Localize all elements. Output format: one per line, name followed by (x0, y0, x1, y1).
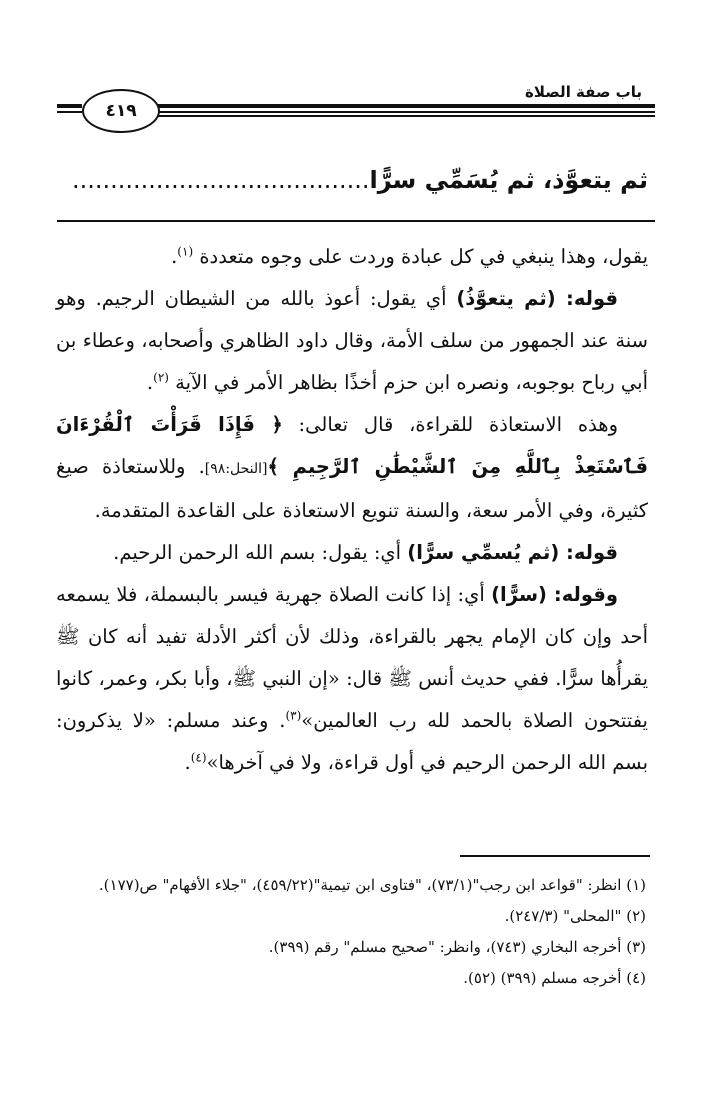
paragraph-3 (56, 404, 648, 532)
header-rule-right-thin-lower (158, 115, 655, 117)
paragraph-1 (56, 236, 648, 278)
page-number-text: ٤١٩ (105, 101, 137, 121)
paragraph-2-end: . (146, 371, 154, 394)
keyword-sirran: وقوله: (سرًّا) (491, 583, 618, 606)
body-text (56, 236, 648, 784)
paragraph-1-end: . (171, 245, 178, 268)
header-rule-right-thin (158, 111, 655, 113)
footnote-ref-1: (١) (177, 244, 194, 259)
footnote-ref-2: (٢) (153, 370, 169, 385)
paragraph-2 (56, 278, 648, 404)
paragraph-5 (56, 574, 648, 784)
section-heading-text: ثم يتعوَّذ، ثم يُسَمِّي سرًّا (369, 166, 648, 194)
page-number (82, 89, 160, 133)
footnote-2: (٢) "المحلى" (٢٤٧/٣). (504, 907, 646, 925)
header-rule-left-thick (57, 104, 82, 108)
footnote-3: (٣) أخرجه البخاري (٧٤٣)، وانظر: "صحيح مسلم" رقم (٣٩٩). (268, 938, 646, 956)
section-heading (58, 160, 648, 200)
footnote-4: (٤) أخرجه مسلم (٣٩٩) (٥٢). (463, 969, 646, 987)
footnote-separator (460, 855, 650, 857)
paragraph-4 (56, 532, 648, 574)
heading-underline (57, 220, 655, 222)
quran-verse: ﴿ فَإِذَا قَرَأْتَ ٱلْقُرْءَانَ فَٱسْتَعِذْ بِٱللَّهِ مِنَ ٱلشَّيْطَٰنِ ٱلرَّجِيمِ ﴾ (56, 413, 648, 478)
paragraph-5-end: . (184, 751, 191, 774)
paragraph-3-text: . وللاستعاذة صيغ كثيرة، وفي الأمر سعة، والسنة تنويع الاستعاذة على القاعدة المتقدمة. (56, 455, 648, 522)
paragraph-5-text-a: أي: إذا كانت الصلاة جهرية فيسر بالبسملة، فلا يسمعه أحد وإن كان الإمام يجهر بالقراءة، وذلك لأن أكثر الأدلة تفيد أنه كان ﷺ يقرأُها سرًّا. ففي حديث أنس ﷺ قال: «إن النبي ﷺ، وأبا بكر، وعمر، كانوا يفتتحون الصلاة بالحمد لله رب العالمين» (56, 583, 648, 732)
paragraph-1-text: يقول، وهذا ينبغي في كل عبادة وردت على وجوه متعددة (199, 245, 648, 268)
paragraph-4-text: أي: يقول: بسم الله الرحمن الرحيم. (113, 541, 408, 564)
paragraph-2-text: أي يقول: أعوذ بالله من الشيطان الرجيم. وهو سنة عند الجمهور من سلف الأمة، وقال داود الظاهري وأصحابه، وعطاء بن أبي رباح بوجوبه، ونصره ابن حزم أخذًا بظاهر الأمر في الآية (56, 287, 648, 394)
header-rule-right-thick (158, 104, 655, 108)
footnote-1: (١) انظر: "قواعد ابن رجب"(٧٣/١)، "فتاوى ابن تيمية"(٤٥٩/٢٢)، "جلاء الأفهام" ص(١٧٧). (98, 876, 646, 894)
keyword-thumma-yusammi: قوله: (ثم يُسمِّي سرًّا) (407, 541, 618, 564)
heading-dot-leader: ....................................... (71, 166, 370, 194)
footnotes (56, 870, 646, 994)
chapter-title: باب صفة الصلاة (525, 83, 642, 101)
paragraph-5-text-b: . وعند مسلم: «لا يذكرون: بسم الله الرحمن الرحيم في أول قراءة، ولا في آخرها» (56, 709, 648, 774)
footnote-ref-4: (٤) (190, 750, 207, 765)
keyword-thumma-yataawwadh: قوله: (ثم يتعوَّذُ) (456, 287, 618, 310)
paragraph-3-intro: وهذه الاستعاذة للقراءة، قال تعالى: (282, 413, 618, 436)
verse-citation: [النحل:٩٨] (204, 461, 268, 477)
header-rule-left-thin (57, 111, 82, 113)
footnote-ref-3: (٣) (285, 708, 302, 723)
